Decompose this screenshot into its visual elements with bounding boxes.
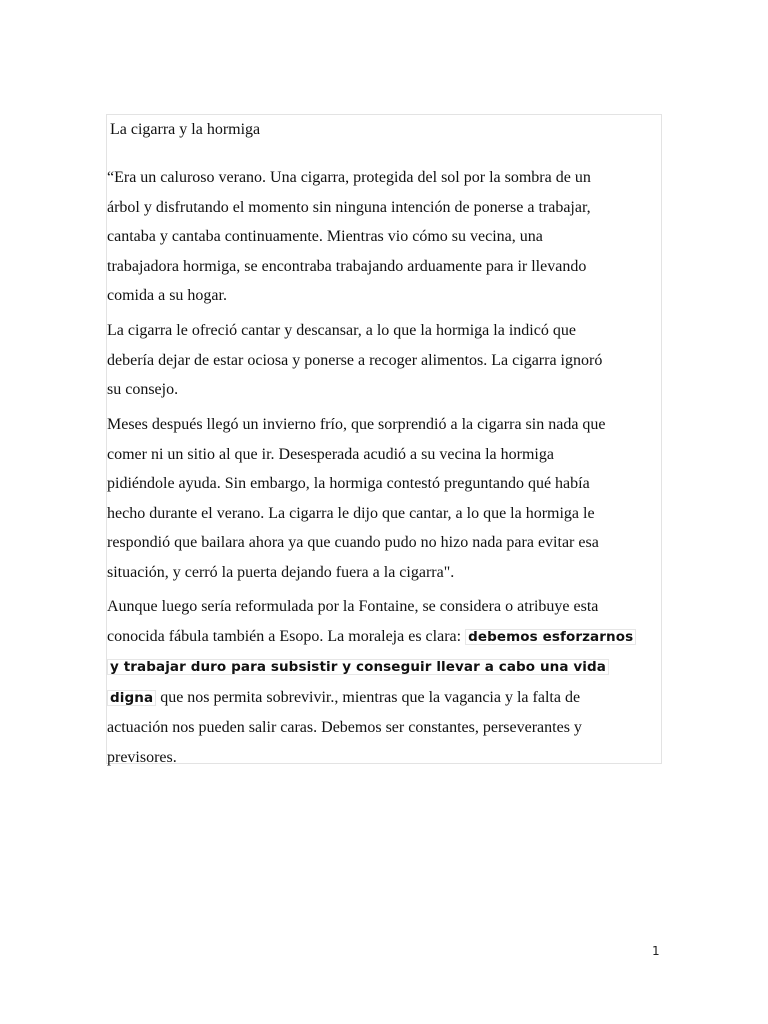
text-line: comer ni un sitio al que ir. Desesperada acudió a su vecina la hormiga	[107, 445, 554, 463]
moral-highlight: debemos esforzarnos	[465, 629, 636, 645]
text-line: actuación nos pueden salir caras. Debemos ser constantes, perseverantes y	[107, 719, 582, 736]
line-text: conocida fábula también a Esopo. La moraleja es clara:	[107, 627, 466, 645]
document-title: La cigarra y la hormiga	[110, 121, 261, 138]
text-line: cantaba y cantaba continuamente. Mientras vio cómo su vecina, una	[107, 228, 543, 245]
text-line: previsores.	[107, 748, 177, 766]
text-line	[107, 683, 663, 714]
text-line: respondió que bailara ahora ya que cuando pudo no hizo nada para evitar esa	[107, 534, 599, 551]
text-line: comida a su hogar.	[107, 287, 227, 304]
text-line: debería dejar de estar ociosa y ponerse a recoger alimentos. La cigarra ignoró	[107, 351, 603, 369]
text-line: su consejo.	[107, 381, 179, 398]
text-line: trabajadora hormiga, se encontraba trabajando arduamente para ir llevando	[107, 257, 587, 275]
paragraph-2	[107, 316, 663, 405]
text-line: pidiéndole ayuda. Sin embargo, la hormiga contestó preguntando qué había	[107, 475, 590, 492]
line-text: que nos permita sobrevivir., mientras que la vagancia y la falta de	[156, 688, 581, 706]
text-line	[107, 652, 663, 683]
paragraph-1	[107, 163, 663, 311]
text-line: Aunque luego sería reformulada por la Fontaine, se considera o atribuye esta	[107, 598, 599, 615]
paragraph-4	[107, 592, 663, 772]
moral-highlight: digna	[107, 690, 156, 706]
page-number: 1	[652, 944, 660, 958]
paragraph-3	[107, 410, 663, 587]
moral-highlight: y trabajar duro para subsistir y conseguir llevar a cabo una vida	[107, 659, 609, 675]
text-line: hecho durante el verano. La cigarra le dijo que cantar, a lo que la hormiga le	[107, 504, 595, 522]
text-line: situación, y cerró la puerta dejando fuera a la cigarra".	[107, 563, 455, 581]
text-line: Meses después llegó un invierno frío, que sorprendió a la cigarra sin nada que	[107, 416, 606, 433]
text-line	[107, 622, 663, 653]
text-line: “Era un caluroso verano. Una cigarra, protegida del sol por la sombra de un	[107, 169, 591, 186]
text-line: La cigarra le ofreció cantar y descansar, a lo que la hormiga la indicó que	[107, 322, 576, 339]
text-line: árbol y disfrutando el momento sin ninguna intención de ponerse a trabajar,	[107, 198, 591, 216]
